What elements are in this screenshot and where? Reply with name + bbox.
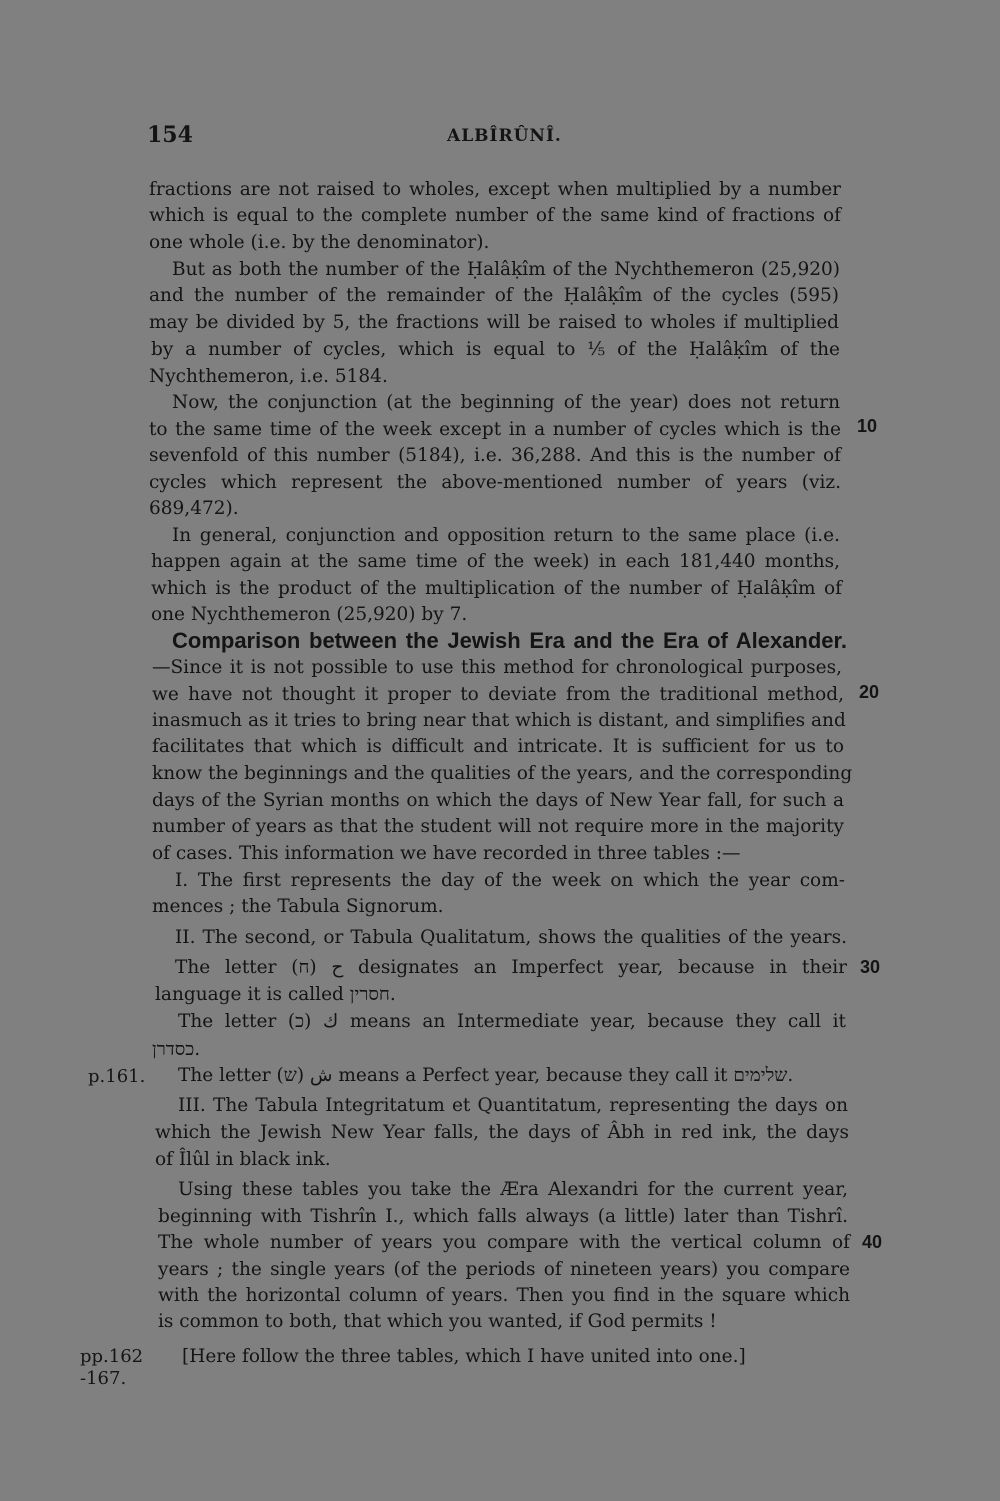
text-line: know the beginnings and the qualities of the years, and the corresponding: [152, 763, 853, 784]
text-line: to the same time of the week except in a number of cycles which is the: [149, 419, 841, 440]
text-line: of Îlûl in black ink.: [155, 1149, 331, 1170]
text-line: inasmuch as it tries to bring near that which is distant, and simplifies and: [152, 710, 846, 731]
text-line: with the horizontal column of years. Then you find in the square which: [158, 1285, 850, 1306]
text-line: Using these tables you take the Æra Alexandri for the current year,: [178, 1179, 848, 1200]
page-header: [147, 122, 847, 152]
line-number-40: 40: [862, 1232, 883, 1252]
text-line: 689,472).: [149, 498, 239, 519]
text-line: by a number of cycles, which is equal to ⅕ of the Ḥalâḳîm of the: [151, 339, 840, 360]
line-number-10: 10: [857, 416, 878, 436]
text-line: I. The first represents the day of the week on which the year com-: [175, 870, 845, 891]
text-line: facilitates that which is difficult and intricate. It is sufficient for us to: [152, 736, 844, 757]
text-line: cycles which represent the above-mentioned number of years (viz.: [149, 472, 841, 493]
text-line: days of the Syrian months on which the days of New Year fall, for such a: [152, 790, 844, 811]
section-heading: Comparison between the Jewish Era and the Era of Alexander.: [172, 628, 847, 653]
text-line: number of years as that the student will not require more in the majority: [152, 816, 844, 837]
text-line: years ; the single years (of the periods of nineteen years) you compare: [158, 1259, 850, 1280]
text-line: [Here follow the three tables, which I have united into one.]: [182, 1346, 746, 1367]
text-line: and the number of the remainder of the Ḥalâḳîm of the cycles (595): [149, 285, 839, 306]
text-line: In general, conjunction and opposition return to the same place (i.e.: [172, 525, 840, 546]
text-line: mences ; the Tabula Signorum.: [152, 896, 444, 917]
text-line: Nychthemeron, i.e. 5184.: [149, 366, 388, 387]
text-line: Now, the conjunction (at the beginning of the year) does not return: [172, 392, 840, 413]
text-line: —Since it is not possible to use this method for chronological purposes,: [152, 657, 842, 678]
page-number: 154: [147, 122, 193, 148]
text-line: II. The second, or Tabula Qualitatum, shows the qualities of the years.: [175, 927, 847, 948]
text-line: beginning with Tishrîn I., which falls always (a little) later than Tishrî.: [158, 1206, 848, 1227]
text-line: But as both the number of the Ḥalâḳîm of the Nychthemeron (25,920): [172, 259, 840, 280]
text-line: III. The Tabula Integritatum et Quantitatum, representing the days on: [178, 1095, 848, 1116]
side-note-page-ref: p.161.: [88, 1066, 146, 1087]
text-line: כסדרן.: [152, 1039, 201, 1060]
text-line: which the Jewish New Year falls, the days of Âbh in red ink, the days: [155, 1122, 849, 1143]
text-line: one whole (i.e. by the denominator).: [149, 232, 490, 253]
text-line: which is equal to the complete number of the same kind of fractions of: [149, 205, 841, 226]
side-note-page-range-end: -167.: [80, 1368, 127, 1389]
text-line: language it is called חסרין.: [155, 984, 396, 1005]
text-line: The whole number of years you compare with the vertical column of: [158, 1232, 850, 1253]
line-number-20: 20: [859, 682, 880, 702]
text-line: The letter ش (ש) means a Perfect year, because they call it שלימים.: [178, 1065, 794, 1086]
text-line: may be divided by 5, the fractions will be raised to wholes if multiplied: [149, 312, 839, 333]
text-line: happen again at the same time of the week) in each 181,440 months,: [151, 551, 840, 572]
text-line: we have not thought it proper to deviate from the traditional method,: [152, 684, 844, 705]
text-line: of cases. This information we have recorded in three tables :—: [152, 843, 741, 864]
text-line: one Nychthemeron (25,920) by 7.: [151, 604, 468, 625]
running-head: ALBÎRÛNÎ.: [447, 126, 562, 146]
text-line: which is the product of the multiplication of the number of Ḥalâḳîm of: [151, 578, 842, 599]
text-line: sevenfold of this number (5184), i.e. 36,288. And this is the number of: [149, 445, 841, 466]
text-line: The letter ح (ח) designates an Imperfect year, because in their: [175, 957, 847, 978]
text-line: is common to both, that which you wanted, if God permits !: [158, 1311, 717, 1332]
line-number-30: 30: [860, 957, 881, 977]
text-line: The letter ك (כ) means an Intermediate year, because they call it: [178, 1011, 846, 1032]
text-line: fractions are not raised to wholes, except when multiplied by a number: [149, 179, 841, 200]
side-note-page-range-start: pp.162: [80, 1346, 144, 1367]
